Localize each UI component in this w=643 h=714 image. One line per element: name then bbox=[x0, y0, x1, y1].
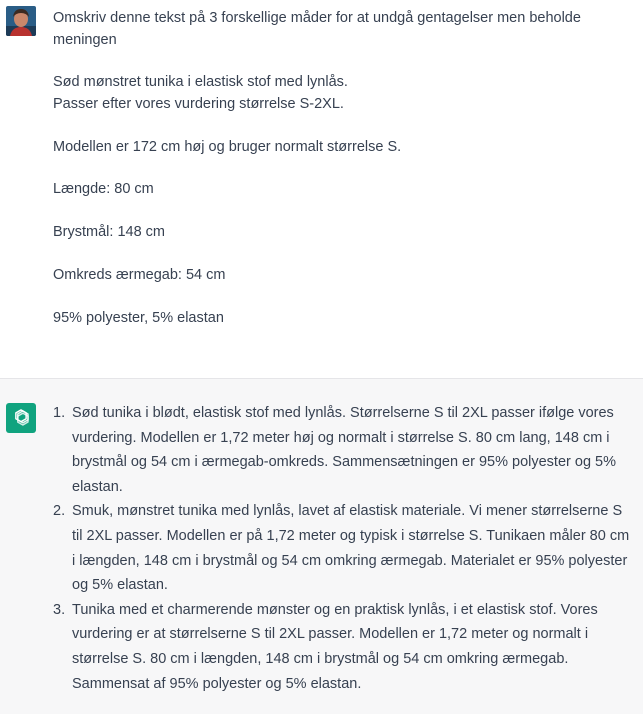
user-avatar-icon bbox=[6, 6, 36, 36]
user-line: Brystmål: 148 cm bbox=[53, 224, 165, 240]
assistant-avatar bbox=[6, 403, 36, 433]
list-item-text: Sød tunika i blødt, elastisk stof med lynlås. Størrelserne S til 2XL passer ifølge vores vurdering. Modellen er 1,72 meter høj og normalt i størrelse S. 80 cm lang, 148 cm i brystmål og 54 cm i ærmegab-omkreds. Sammensætningen er 95% polyester og 5% elastan. bbox=[72, 405, 616, 495]
user-line: Omkreds ærmegab: 54 cm bbox=[53, 267, 226, 283]
list-item bbox=[53, 598, 633, 696]
user-prompt: Omskriv denne tekst på 3 forskellige måder for at undgå gentagelser men beholde meningen bbox=[53, 10, 581, 48]
openai-logo-icon bbox=[10, 407, 32, 429]
user-avatar bbox=[6, 6, 36, 36]
user-line: Længde: 80 cm bbox=[53, 181, 154, 197]
list-item-text: Smuk, mønstret tunika med lynlås, lavet af elastisk materiale. Vi mener størrelserne S til 2XL passer. Modellen er på 1,72 meter og typisk i størrelse S. Tunikaen måler 80 cm i længden, 148 cm i brystmål og 54 cm omkring ærmegab. Materialet er 95% polyester og 5% elastan. bbox=[72, 503, 630, 594]
list-item-number: 2. bbox=[53, 503, 66, 520]
user-line: Passer efter vores vurdering størrelse S-2XL. bbox=[53, 96, 344, 112]
list-item-number: 3. bbox=[53, 601, 66, 618]
answer-list bbox=[53, 401, 633, 696]
list-item bbox=[53, 499, 633, 597]
user-line: Modellen er 172 cm høj og bruger normalt størrelse S. bbox=[53, 139, 402, 155]
user-line: 95% polyester, 5% elastan bbox=[53, 310, 224, 326]
list-item bbox=[53, 401, 633, 499]
user-line: Sød mønstret tunika i elastisk stof med lynlås. bbox=[53, 74, 348, 90]
assistant-message bbox=[0, 378, 643, 714]
list-item-text: Tunika med et charmerende mønster og en praktisk lynlås, i et elastisk stof. Vores vurdering er at størrelserne S til 2XL passer. Modellen er 1,72 meter og normalt i størrelse S. 80 cm i længden, 148 cm i brystmål og 54 cm omkring ærmegab. Sammensat af 95% polyester og 5% elastan. bbox=[72, 601, 598, 692]
list-item-number: 1. bbox=[53, 405, 66, 421]
